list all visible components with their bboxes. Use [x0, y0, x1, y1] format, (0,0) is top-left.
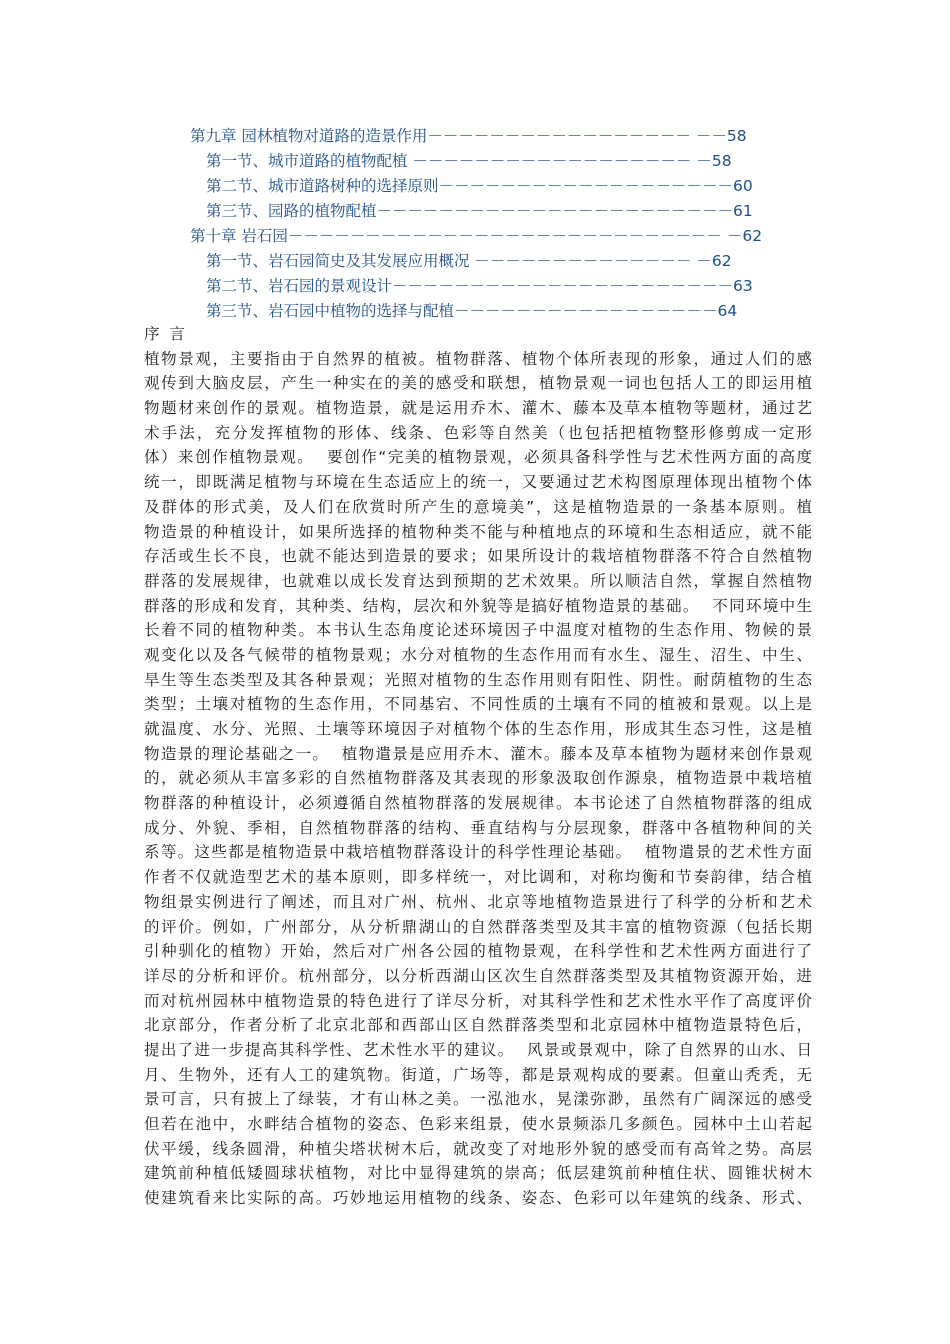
text-line: 术手法，充分发挥植物的形体、线条、色彩等自然美（也包括把植物整形修剪成一定形: [144, 423, 812, 442]
text-line: 月、生物外，还有人工的建筑物。街道，广场等，都是景观构成的要素。但童山秃秃，无: [144, 1065, 812, 1084]
text-line: 伏平缓，线条圆滑，种植尖塔状树木后，就改变了对地形外貌的感受而有高耸之势。高层: [144, 1139, 812, 1158]
toc-chapter-9-section-3: 第三节、园路的植物配植－－－－－－－－－－－－－－－－－－－－－－－61: [206, 202, 753, 220]
text-line: 作者不仅就造型艺术的基本原则，即多样统一，对比调和，对称均衡和节奏韵律，结合植: [144, 868, 812, 887]
text-line: 成分、外貌、季相，自然植物群落的结构、垂直结构与分层现象，群落中各植物种间的关: [144, 818, 812, 837]
toc-chapter-10-section-3: 第三节、岩石园中植物的选择与配植－－－－－－－－－－－－－－－－－64: [206, 302, 738, 320]
toc-chapter-10: 第十章 岩石园－－－－－－－－－－－－－－－－－－－－－－－－－－－－ －62: [190, 227, 763, 245]
text-line: 存活或生长不良，也就不能达到造景的要求；如果所设计的栽培植物群落不符合自然植物: [144, 547, 812, 566]
text-line: 观传到大脑皮层，产生一种实在的美的感受和联想，植物景观一词也包括人工的即运用植: [144, 374, 812, 393]
text-line: 系等。这些都是植物造景中栽培植物群落设计的科学性理论基础。 植物遣景的艺术性方面: [144, 843, 812, 862]
text-line: 物造景的理论基础之一。 植物遣景是应用乔木、灌木。藤本及草本植物为题材来创作景观: [144, 744, 812, 763]
text-line: 的，就必须从丰富多彩的自然植物群落及其表现的形象汲取创作源泉，植物造景中栽培植: [144, 769, 812, 788]
text-line: 类型；土壤对植物的生态作用，不同基宕、不同性质的土壤有不同的植被和景观。以上是: [144, 695, 812, 714]
text-line: 体）来创作植物景观。 要创作“完美的植物景观，必须具备科学性与艺术性两方面的高度: [144, 448, 812, 467]
text-line: 就温度、水分、光照、土壤等环境因子对植物个体的生态作用，形成其生态习性，这是植: [144, 720, 812, 738]
text-line: 观变化以及各气候带的植物景观；水分对植物的生态作用而有水生、湿生、沼生、中生、: [144, 645, 812, 664]
preface-title: 序 言: [144, 325, 185, 343]
text-line: 建筑前种植低矮圆球状植物，对比中显得建筑的崇高；低层建筑前种植住状、圆锥状树木: [144, 1164, 812, 1183]
text-line: 但若在池中，水畔结合植物的姿态、色彩来组景，使水景频添几多颜色。园林中土山若起: [144, 1115, 812, 1133]
text-line: 统一，即既满足植物与环境在生态适应上的统一，又要通过艺术构图原理体现出植物个体: [144, 473, 812, 492]
text-line: 旱生等生态类型及其各种景观；光照对植物的生态作用则有阳性、阴性。耐荫植物的生态: [144, 670, 812, 689]
preface-body: [144, 322, 812, 1211]
text-line: 使建筑看来比实际的高。巧妙地运用植物的线条、姿态、色彩可以年建筑的线条、形式、: [144, 1189, 812, 1208]
text-line: 引种驯化的植物）开始，然后对广州各公园的植物景观，在科学性和艺术性两方面进行了: [144, 942, 812, 961]
text-line: 物群落的种植设计，必须遵循自然植物群落的发展规律。本书论述了自然植物群落的组成: [144, 794, 812, 813]
text-line: 群落的发展规律，也就难以成长发育达到预期的艺术效果。所以顺洁自然，掌握自然植物: [144, 571, 812, 590]
text-line: 北京部分，作者分析了北京北部和西部山区自然群落类型和北京园林中植物造景特色后，: [144, 1016, 812, 1035]
toc-chapter-10-section-2: 第二节、岩石园的景观设计－－－－－－－－－－－－－－－－－－－－－－63: [206, 277, 753, 295]
text-line: 物题材来创作的景观。植物造景，就是运用乔木、灌木、藤本及草本植物等题材，通过艺: [144, 399, 812, 418]
toc-chapter-9: 第九章 园林植物对道路的造景作用－－－－－－－－－－－－－－－－－ －－58: [190, 127, 747, 145]
text-line: 景可言，只有披上了绿装，才有山林之美。一泓池水，晃漾弥渺，虽然有广阔深远的感受: [144, 1090, 812, 1109]
text-line: 植物景观，主要指由于自然界的植被。植物群落、植物个体所表现的形象，通过人们的感: [144, 349, 812, 368]
text-line: 详尽的分析和评价。杭州部分，以分析西湖山区次生自然群落类型及其植物资源开始，进: [144, 966, 812, 985]
toc-chapter-9-section-2: 第二节、城市道路树种的选择原则－－－－－－－－－－－－－－－－－－－60: [206, 177, 753, 195]
text-line: 群落的形成和发育，其种类、结构，层次和外貌等是搞好植物造景的基础。 不同环境中生: [144, 596, 812, 615]
text-line: 长着不同的植物种类。本书认生态角度论述环境因子中温度对植物的生态作用、物候的景: [144, 621, 812, 640]
text-line: 提出了进一步提高其科学性、艺术性水平的建议。 风景或景观中，除了自然界的山水、日: [144, 1040, 812, 1059]
toc-chapter-9-section-1: 第一节、城市道路的植物配植 －－－－－－－－－－－－－－－－－－ －58: [206, 152, 732, 170]
text-line: 物组景实例进行了阐述，而且对广州、杭州、北京等地植物造景进行了科学的分析和艺术: [144, 892, 812, 911]
toc-chapter-10-section-1: 第一节、岩石园简史及其发展应用概况 －－－－－－－－－－－－－－ －62: [206, 252, 732, 270]
text-line: 的评价。例如，广州部分，从分析鼎湖山的自然群落类型及其丰富的植物资源（包括长期: [144, 917, 812, 936]
text-line: 及群体的形式美，及人们在欣赏时所产生的意境美”，这是植物造景的一条基本原则。植: [144, 497, 812, 516]
text-line: 而对杭州园林中植物造景的特色进行了详尽分析，对其科学性和艺术性水平作了高度评价: [144, 991, 812, 1010]
text-line: 物造景的种植设计，如果所选择的植物种类不能与种植地点的环境和生态相适应，就不能: [144, 522, 812, 541]
